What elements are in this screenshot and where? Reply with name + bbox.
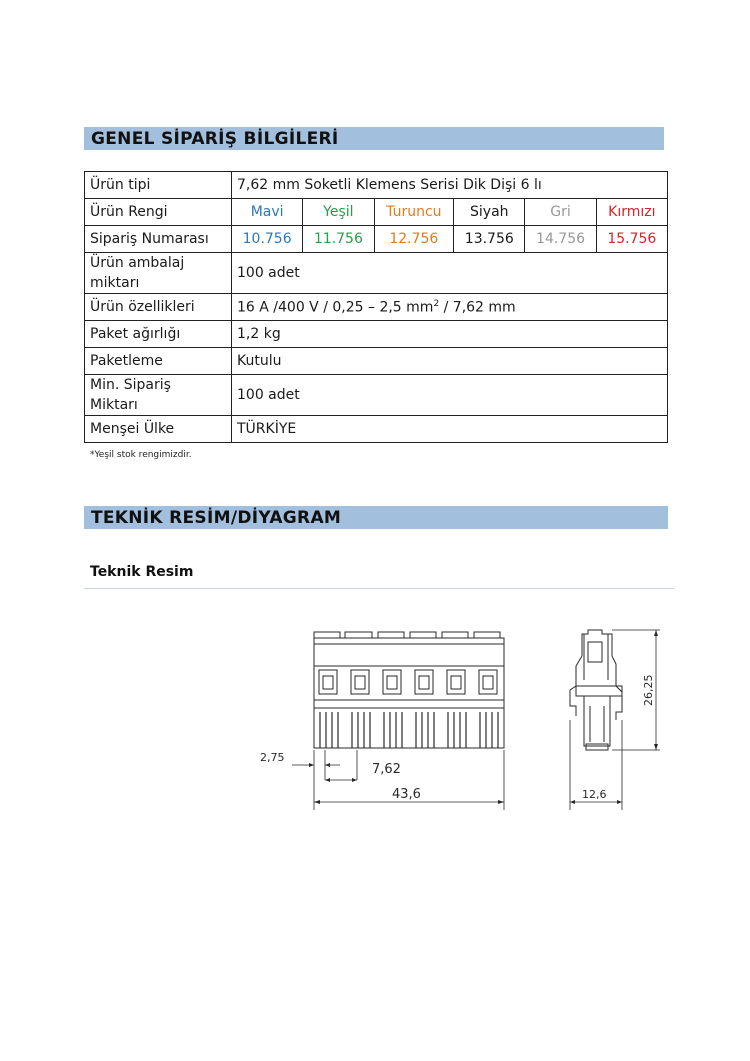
table-row: [85, 253, 668, 294]
color-name-green: Yeşil: [303, 199, 374, 226]
table-row: [85, 348, 668, 375]
color-name-black: Siyah: [454, 199, 525, 226]
origin-value: TÜRKİYE: [232, 416, 668, 443]
order-number-label: Sipariş Numarası: [85, 226, 232, 253]
min-order-label-line1: Min. Sipariş: [90, 377, 171, 393]
package-qty-label-line1: Ürün ambalaj: [90, 255, 185, 271]
color-name-orange: Turuncu: [374, 199, 454, 226]
dim-total-width: 43,6: [392, 787, 421, 802]
table-row: [85, 321, 668, 348]
spec-table: [84, 171, 668, 443]
stock-color-note: *Yeşil stok rengimizdir.: [90, 450, 192, 460]
features-value-main: 16 A /400 V / 0,25 – 2,5 mm: [237, 299, 434, 316]
order-number-green: 11.756: [303, 226, 374, 253]
product-type-value: 7,62 mm Soketli Klemens Serisi Dik Dişi 6 lı: [232, 172, 668, 199]
table-row: [85, 416, 668, 443]
terminal-windows: [319, 670, 497, 694]
product-color-label: Ürün Rengi: [85, 199, 232, 226]
order-number-gray: 14.756: [525, 226, 596, 253]
dim-height: 26,25: [642, 674, 655, 706]
min-order-label-line2: Miktarı: [90, 397, 138, 413]
technical-drawing-subtitle: Teknik Resim: [90, 564, 194, 580]
front-view: [292, 632, 504, 810]
color-name-red: Kırmızı: [596, 199, 667, 226]
dim-pitch: 7,62: [372, 762, 401, 777]
table-row: [85, 172, 668, 199]
package-qty-value: 100 adet: [232, 253, 668, 294]
table-row: [85, 294, 668, 321]
features-value-tail: / 7,62 mm: [439, 299, 516, 316]
package-weight-label: Paket ağırlığı: [85, 321, 232, 348]
section-title-technical: TEKNİK RESİM/DİYAGRAM: [84, 506, 668, 529]
order-number-blue: 10.756: [232, 226, 303, 253]
technical-drawing: [250, 620, 670, 820]
packing-label: Paketleme: [85, 348, 232, 375]
package-qty-label: [85, 253, 232, 294]
order-number-black: 13.756: [454, 226, 525, 253]
order-number-orange: 12.756: [374, 226, 454, 253]
dim-edge-offset: 2,75: [260, 751, 285, 764]
table-row: [85, 226, 668, 253]
color-name-gray: Gri: [525, 199, 596, 226]
contact-slots: [320, 712, 498, 748]
features-value-superscript: 2: [433, 298, 440, 309]
table-row: [85, 199, 668, 226]
table-row: [85, 375, 668, 416]
side-view: [570, 630, 660, 810]
features-label: Ürün özellikleri: [85, 294, 232, 321]
subtitle-divider: [84, 588, 674, 589]
dim-depth: 12,6: [582, 788, 607, 801]
features-value: [232, 294, 668, 321]
package-qty-label-line2: miktarı: [90, 275, 140, 291]
package-weight-value: 1,2 kg: [232, 321, 668, 348]
packing-value: Kutulu: [232, 348, 668, 375]
origin-label: Menşei Ülke: [85, 416, 232, 443]
product-type-label: Ürün tipi: [85, 172, 232, 199]
section-title-general: GENEL SİPARİŞ BİLGİLERİ: [84, 127, 664, 150]
color-name-blue: Mavi: [232, 199, 303, 226]
min-order-value: 100 adet: [232, 375, 668, 416]
min-order-label: [85, 375, 232, 416]
order-number-red: 15.756: [596, 226, 667, 253]
